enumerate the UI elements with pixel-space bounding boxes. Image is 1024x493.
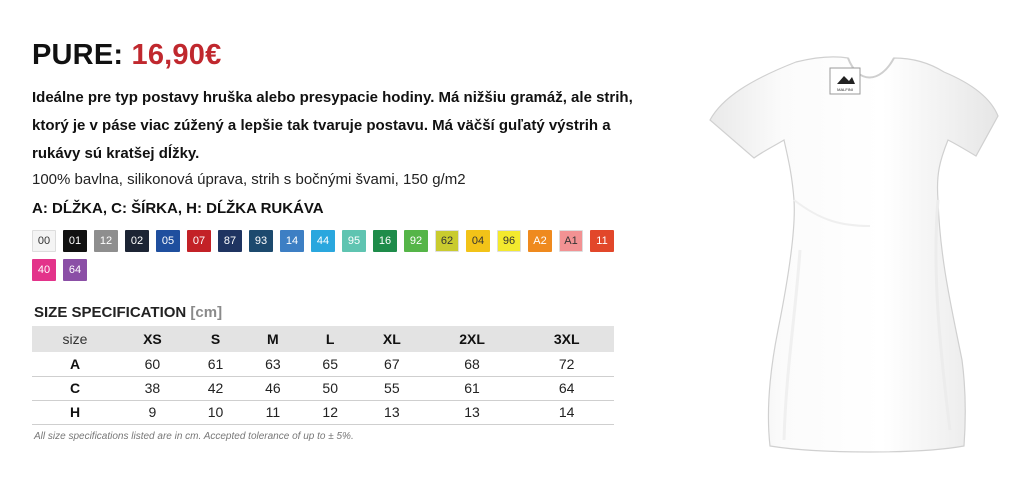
row-label: A xyxy=(32,352,118,376)
row-label: C xyxy=(32,376,118,400)
color-swatch-62[interactable]: 62 xyxy=(435,230,459,252)
size-header-cell: XS xyxy=(118,326,187,352)
size-header-cell: XL xyxy=(359,326,425,352)
color-swatch-A2[interactable]: A2 xyxy=(528,230,552,252)
color-swatches xyxy=(32,230,632,281)
product-price: 16,90€ xyxy=(131,39,222,71)
tshirt-icon xyxy=(700,50,1010,460)
color-swatch-A1[interactable]: A1 xyxy=(559,230,583,252)
table-cell: 46 xyxy=(244,376,301,400)
label-text: MALFINI xyxy=(837,87,853,92)
size-header-cell: S xyxy=(187,326,244,352)
table-cell: 55 xyxy=(359,376,425,400)
product-title xyxy=(32,38,221,72)
table-cell: 61 xyxy=(187,352,244,376)
size-note: All size specifications listed are in cm. Accepted tolerance of up to ± 5%. xyxy=(34,431,354,442)
color-swatch-93[interactable]: 93 xyxy=(249,230,273,252)
color-swatch-64[interactable]: 64 xyxy=(63,259,87,281)
dimensions-legend: A: DĹŽKA, C: ŠÍRKA, H: DĹŽKA RUKÁVA xyxy=(32,200,324,217)
table-cell: 63 xyxy=(244,352,301,376)
table-cell: 11 xyxy=(244,400,301,424)
size-table-header-row xyxy=(32,326,614,352)
color-swatch-01[interactable]: 01 xyxy=(63,230,87,252)
color-swatch-44[interactable]: 44 xyxy=(311,230,335,252)
color-swatch-14[interactable]: 14 xyxy=(280,230,304,252)
size-header-cell: size xyxy=(32,326,118,352)
table-cell: 50 xyxy=(302,376,359,400)
table-cell: 9 xyxy=(118,400,187,424)
product-name: PURE: xyxy=(32,39,124,71)
color-swatch-92[interactable]: 92 xyxy=(404,230,428,252)
table-cell: 42 xyxy=(187,376,244,400)
table-row xyxy=(32,400,614,424)
table-cell: 10 xyxy=(187,400,244,424)
color-swatch-11[interactable]: 11 xyxy=(590,230,614,252)
size-spec-unit: [cm] xyxy=(190,304,223,321)
color-swatch-00[interactable]: 00 xyxy=(32,230,56,252)
row-label: H xyxy=(32,400,118,424)
table-cell: 72 xyxy=(519,352,614,376)
table-cell: 68 xyxy=(425,352,520,376)
color-swatch-87[interactable]: 87 xyxy=(218,230,242,252)
size-header-cell: 3XL xyxy=(519,326,614,352)
color-swatch-07[interactable]: 07 xyxy=(187,230,211,252)
color-swatch-96[interactable]: 96 xyxy=(497,230,521,252)
table-cell: 67 xyxy=(359,352,425,376)
table-row xyxy=(32,352,614,376)
size-spec-title: SIZE SPECIFICATION xyxy=(34,304,187,321)
table-cell: 64 xyxy=(519,376,614,400)
table-cell: 65 xyxy=(302,352,359,376)
color-swatch-04[interactable]: 04 xyxy=(466,230,490,252)
product-description: Ideálne pre typ postavy hruška alebo presypacie hodiny. Má nižšiu gramáž, ale strih, ktorý je v páse viac zúžený a lepšie tak tvaruje postavu. Má väčší guľatý výstrih a rukávy sú kratšej dĺžky. xyxy=(32,89,633,162)
table-cell: 14 xyxy=(519,400,614,424)
table-cell: 60 xyxy=(118,352,187,376)
size-header-cell: 2XL xyxy=(425,326,520,352)
table-cell: 61 xyxy=(425,376,520,400)
size-spec-heading xyxy=(34,304,222,322)
table-cell: 12 xyxy=(302,400,359,424)
color-swatch-12[interactable]: 12 xyxy=(94,230,118,252)
color-swatch-16[interactable]: 16 xyxy=(373,230,397,252)
product-material: 100% bavlna, silikonová úprava, strih s bočnými švami, 150 g/m2 xyxy=(32,171,466,188)
size-header-cell: L xyxy=(302,326,359,352)
table-row xyxy=(32,376,614,400)
table-cell: 13 xyxy=(425,400,520,424)
color-swatch-95[interactable]: 95 xyxy=(342,230,366,252)
color-swatch-05[interactable]: 05 xyxy=(156,230,180,252)
size-header-cell: M xyxy=(244,326,301,352)
color-swatch-02[interactable]: 02 xyxy=(125,230,149,252)
table-cell: 38 xyxy=(118,376,187,400)
color-swatch-40[interactable]: 40 xyxy=(32,259,56,281)
size-table xyxy=(32,326,614,425)
table-cell: 13 xyxy=(359,400,425,424)
